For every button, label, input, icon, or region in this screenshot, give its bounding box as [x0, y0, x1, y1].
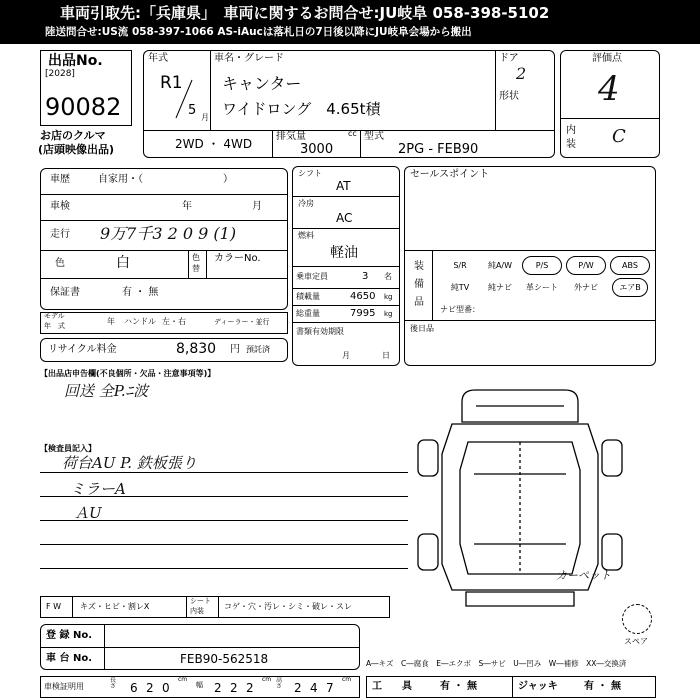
docs-label: 書類有効期限 — [296, 327, 344, 336]
tools-label: 工 具 — [372, 681, 412, 692]
doors-value: 2 — [516, 64, 527, 83]
height-label: 高さ — [276, 677, 283, 690]
equipment-label-3: 品 — [414, 297, 424, 308]
option-aftermarket-navi: 外ナビ — [574, 283, 598, 292]
ac-value: AC — [336, 211, 353, 225]
height-unit: cm — [342, 676, 352, 683]
equipment-label-1: 装 — [414, 261, 424, 272]
shift-value: AT — [336, 179, 351, 193]
mileage-label: 走行 — [50, 229, 70, 240]
lot-note-line2: (店頭映像出品) — [38, 143, 115, 156]
inspector-line3: ＡU — [74, 504, 102, 522]
inspection-year: 年 — [182, 201, 192, 212]
width-digit-2: 2 — [230, 681, 238, 695]
vehicle-grade: ワイドロング 4.65t積 — [222, 100, 381, 118]
warranty-label: 保証書 — [50, 287, 80, 298]
car-note-handwritten: カーペット — [556, 569, 611, 582]
model-year-label-1: モデル — [44, 312, 65, 320]
vehicle-name: キャンター — [222, 74, 302, 93]
history-value: 自家用・（ ） — [98, 174, 233, 185]
interior-label-2: 装 — [566, 139, 576, 150]
color-label: 色 — [55, 258, 65, 269]
color-no-label: カラーNo. — [214, 253, 261, 264]
fw-label: F W — [46, 602, 62, 611]
docs-day: 日 — [382, 351, 390, 360]
sales-points-label: セールスポイント — [410, 169, 490, 180]
inspector-label: 【検査員記入】 — [40, 444, 96, 453]
width-unit: cm — [262, 676, 272, 683]
height-digit-1: 2 — [294, 681, 302, 695]
name-grade-label: 車名・グレード — [214, 53, 284, 64]
tools-value: 有 ・ 無 — [440, 681, 477, 692]
damage-legend: A―キズ C―腐食 E―エクボ S―サビ U―凹み W―補修 XX―交換済 — [366, 659, 627, 668]
capacity-label: 乗車定員 — [296, 272, 328, 281]
dealer-label: ディーラー・並行 — [214, 318, 270, 326]
length-digit-2: 2 — [146, 681, 154, 695]
option-abs: ABS — [622, 261, 638, 270]
lot-stamp: [2028] — [45, 69, 75, 79]
history-label: 車歴 — [50, 174, 70, 185]
spare-tire-circle — [622, 604, 652, 634]
drive-options: 2WD ・ 4WD — [175, 137, 253, 151]
fuel-value: 軽油 — [330, 245, 358, 261]
option-power-windows: P/W — [578, 261, 594, 270]
dealer-notes-label: 【出品店申告欄(不良個所・欠品・注意事項等)】 — [40, 369, 216, 378]
recycle-note: 預託済 — [246, 345, 270, 354]
lot-note-line1: お店のクルマ — [40, 129, 106, 142]
displacement-unit: cc — [348, 129, 357, 138]
header-contact-line: 車両引取先:「兵庫県」 車両に関するお問合せ:JU岐阜 058-398-5102 — [60, 4, 550, 22]
capacity-value: 3 — [362, 271, 369, 282]
spare-label: スペア — [624, 637, 648, 646]
model-value: 2PG - FEB90 — [398, 142, 479, 157]
seat-label-2: 内装 — [190, 607, 204, 615]
option-airbag: エアB — [619, 283, 641, 292]
fuel-label: 燃料 — [298, 231, 314, 240]
displacement-label: 排気量 — [276, 131, 306, 142]
header-transport-line: 陸送問合せ:US流 058-397-1066 AS-iAucは落札日の7日後以降にJU岐阜会場から搬出 — [45, 26, 472, 38]
registration-label: 登 録 No. — [46, 630, 93, 641]
seat-label-1: シート — [190, 597, 211, 605]
option-genuine-tv: 純TV — [450, 283, 470, 292]
option-sunroof: S/R — [453, 261, 467, 270]
model-year-label-2: 年 式 — [44, 322, 65, 330]
model-year-year: 年 — [107, 317, 115, 326]
score-value: 4 — [598, 69, 620, 109]
dealer-notes-handwritten: 回送 全P.ﾆ波 — [64, 382, 149, 400]
load-value: 4650 — [350, 291, 376, 302]
inspector-line2: ミラーA — [70, 480, 126, 498]
length-label: 長さ — [110, 677, 117, 690]
height-digit-3: 7 — [326, 681, 334, 695]
width-digit-1: 2 — [214, 681, 222, 695]
recycle-label: リサイクル料金 — [48, 344, 117, 355]
recycle-amount: 8,830 — [176, 341, 217, 357]
year-label: 年式 — [148, 53, 168, 64]
equipment-label-2: 備 — [414, 279, 424, 290]
width-digit-3: 2 — [246, 681, 254, 695]
docs-month: 月 — [342, 351, 350, 360]
shape-label: 形状 — [499, 91, 519, 102]
model-label: 型式 — [364, 131, 384, 142]
year-era: R1 — [160, 73, 183, 93]
warranty-value: 有 ・ 無 — [122, 287, 159, 298]
seat-defects-legend: コゲ・穴・汚レ・シミ・破レ・スレ — [224, 602, 352, 611]
option-alloy-wheels: 純A/W — [487, 261, 513, 270]
doors-label: ドア — [499, 53, 519, 64]
jack-label: ジャッキ — [518, 681, 558, 692]
length-digit-3: 0 — [162, 681, 170, 695]
year-month: 5 — [188, 103, 197, 118]
ac-label: 冷房 — [298, 199, 314, 208]
load-label: 積載量 — [296, 292, 320, 301]
chassis-label: 車 台 No. — [46, 653, 93, 664]
year-month-unit: 月 — [201, 113, 209, 122]
handle-label: ハンドル — [124, 317, 156, 326]
inspection-month: 月 — [252, 201, 262, 212]
height-digit-2: 4 — [310, 681, 318, 695]
chassis-value: FEB90-562518 — [180, 652, 269, 666]
certificate-label: 車検証明用 — [44, 682, 84, 691]
inspection-label: 車検 — [50, 201, 70, 212]
handle-value: 左・右 — [162, 317, 186, 326]
capacity-unit: 名 — [384, 272, 392, 281]
gross-label: 総重量 — [296, 309, 320, 318]
interior-value: C — [612, 126, 626, 147]
interior-label-1: 内 — [566, 125, 576, 136]
gross-unit: kg — [384, 310, 393, 318]
lot-number: 90082 — [45, 93, 122, 121]
option-leather-seats: 革シート — [526, 283, 558, 292]
gross-value: 7995 — [350, 308, 376, 319]
score-label: 評価点 — [592, 53, 622, 64]
option-power-steering: P/S — [535, 261, 549, 270]
lot-label: 出品No. — [48, 53, 103, 69]
displacement-value: 3000 — [300, 142, 334, 157]
length-digit-1: 6 — [130, 681, 138, 695]
scratch-legend: キズ・ヒビ・割レX — [80, 602, 150, 611]
navi-model-label: ナビ型番： — [440, 305, 480, 314]
color-value: 白 — [116, 255, 130, 271]
after-items-label: 後日品 — [410, 324, 434, 333]
width-label: 幅 — [196, 681, 203, 689]
inspector-line1: 荷台AU P. 鉄板張り — [62, 454, 197, 472]
jack-value: 有 ・ 無 — [584, 681, 621, 692]
mileage-handwritten: 9万7千3 2 0 9 (1) — [100, 224, 237, 243]
color-swap-1: 色 — [192, 253, 200, 262]
shift-label: シフト — [298, 169, 322, 178]
color-swap-2: 替 — [192, 264, 200, 273]
load-unit: kg — [384, 293, 393, 301]
option-genuine-navi: 純ナビ — [488, 283, 512, 292]
recycle-unit: 円 — [230, 344, 240, 355]
length-unit: cm — [178, 676, 188, 683]
